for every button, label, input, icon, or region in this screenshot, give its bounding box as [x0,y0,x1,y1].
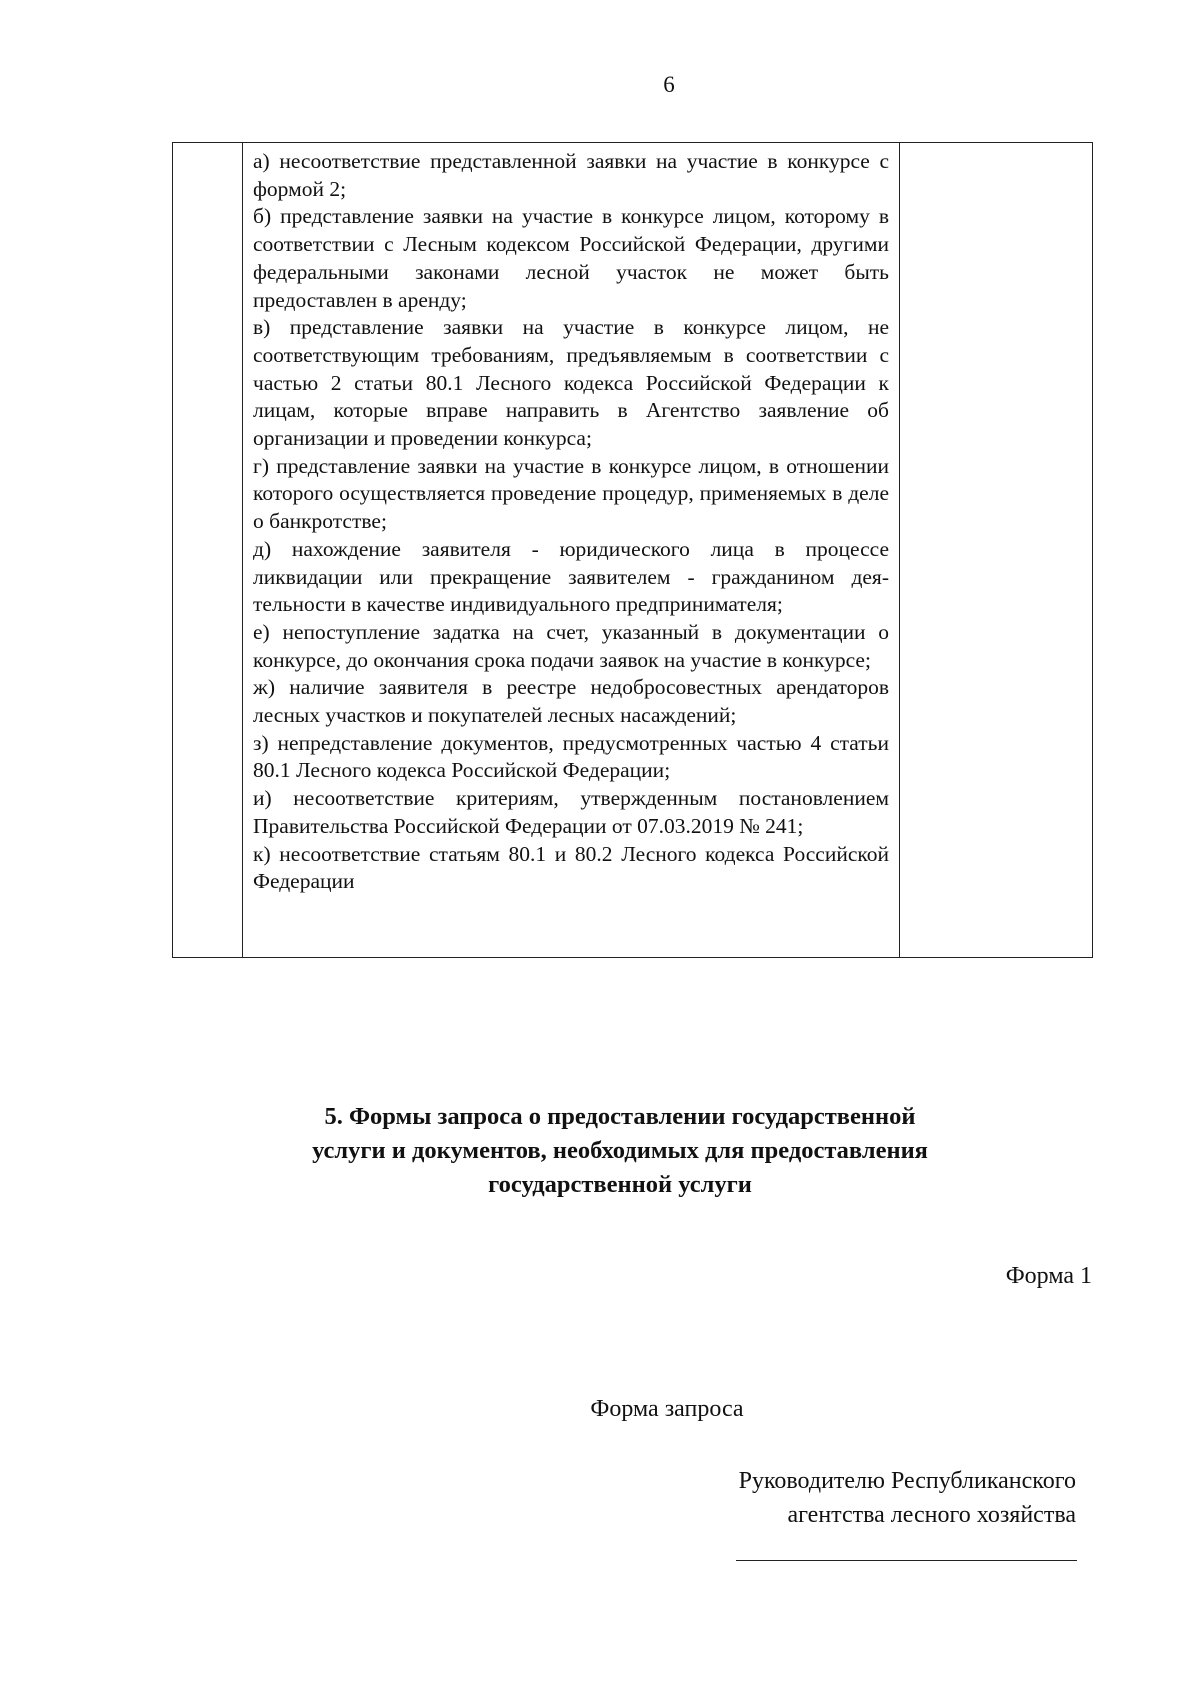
addressee-line: агентства лесного хозяйства [787,1502,1076,1528]
list-item: к) несоответствие статьям 80.1 и 80.2 Лесного кодекса Российской Федерации [253,841,889,894]
table-row [173,143,1093,958]
empty-cell [900,143,1093,958]
list-item: з) непредставление документов, предусмотренных частью 4 статьи 80.1 Лесного кодекса Российской Федерации; [253,730,889,783]
grounds-cell [243,143,900,958]
blank-line [736,1560,1077,1561]
list-item: д) нахождение заявителя - юридического лица в процессе ликвидации или прекращение заявителем - гражданином деятельности в качестве индивидуального предпринимателя; [253,536,889,617]
list-item: е) непоступление задатка на счет, указанный в документации о конкурсе, до окончания срока подачи заявок на участие в конкурсе; [253,619,889,672]
form-caption: Форма запроса [590,1396,744,1422]
list-item: г) представление заявки на участие в конкурсе лицом, в отношении которого осуществляется проведение процедур, применяемых в деле о банкротстве; [253,453,889,534]
section-title [240,1100,1000,1202]
grounds-list [243,143,899,896]
list-item: б) представление заявки на участие в конкурсе лицом, которому в соответствии с Лесным кодексом Российской Федерации, другими федеральными законами лесной участок не может быть предоставлен в аренду; [253,204,889,312]
section-title-line: 5. Формы запроса о предоставлении государственной [324,1103,916,1130]
number-cell [173,143,243,958]
addressee-line: Руководителю Республиканского [738,1468,1076,1494]
addressee-block [739,1464,1076,1532]
list-item: а) несоответствие представленной заявки на участие в конкурсе с формой 2; [253,149,889,201]
list-item: в) представление заявки на участие в конкурсе лицом, не соответствующим требованиям, предъявляемым в соответствии с частью 2 статьи 80.1 Лесного кодекса Российской Федерации к лицам, которые вправе направить в Агентство заявление об организации и проведении конкурса; [253,315,889,451]
form-number: Форма 1 [1005,1263,1092,1289]
section-title-line: государственной услуги [488,1171,752,1198]
list-item: и) несоответствие критериям, утвержденным постановлением Правительства Российской Федерации от 07.03.2019 № 241; [253,786,889,838]
page-number: 6 [663,72,675,97]
list-item: ж) наличие заявителя в реестре недобросовестных арендаторов лесных участков и покупателей лесных насаждений; [253,675,889,728]
section-title-line: услуги и документов, необходимых для предоставления [312,1137,928,1164]
refusal-grounds-table [172,142,1093,958]
